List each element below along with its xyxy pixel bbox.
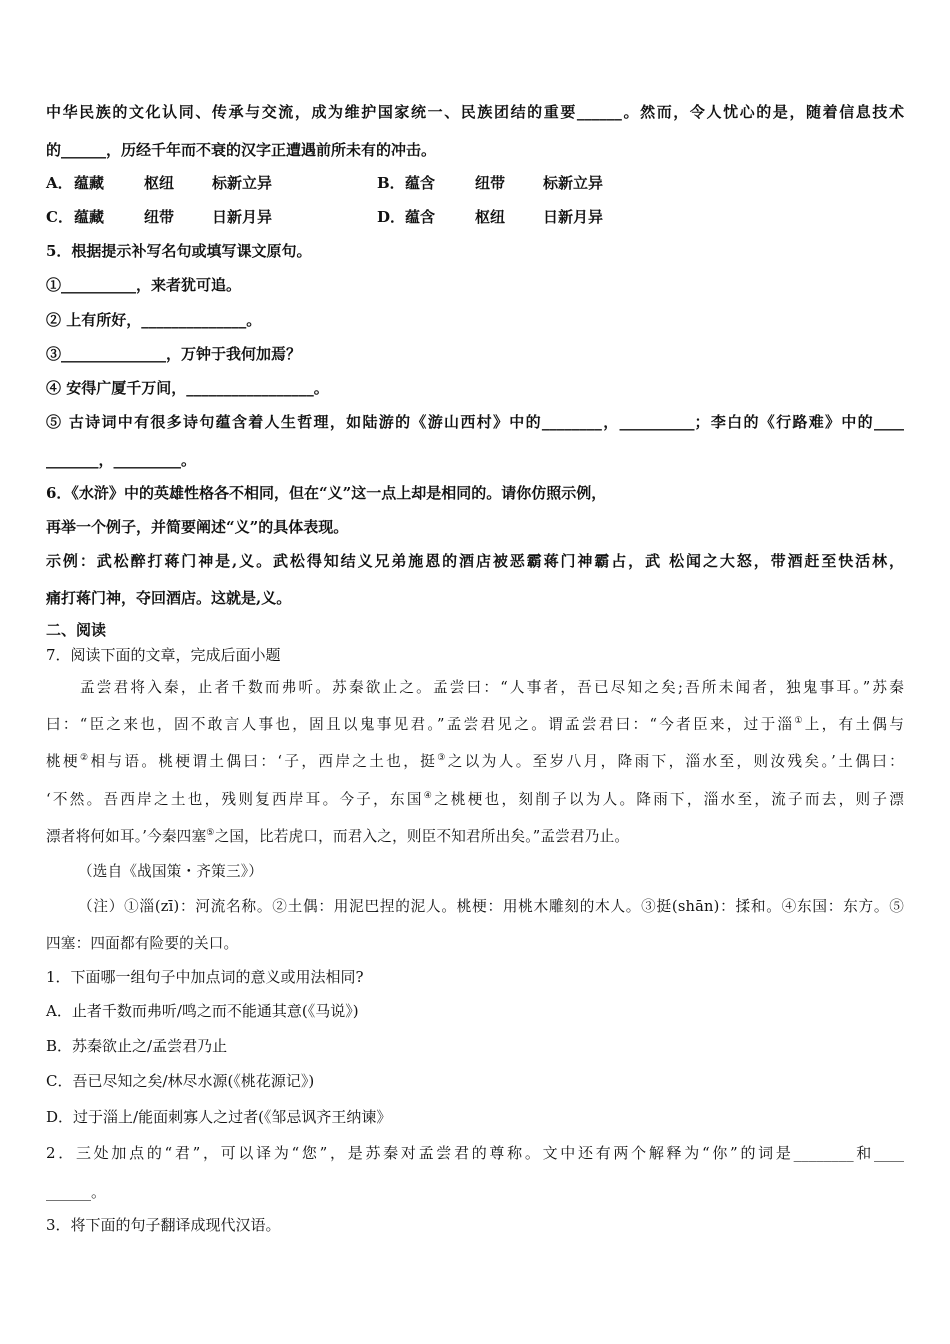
- passage-note-line-1: （注）①淄(zī)：河流名称。②土偶：用泥巴捏的泥人。桃梗：用桃木雕刻的木人。③挺(shān)：揉和。④东国：东方。⑤: [78, 898, 904, 915]
- subq1-option-b[interactable]: B．苏秦欲止之/孟尝君乃止: [46, 1037, 228, 1055]
- passage-note-line-2: 四塞：四面都有险要的关口。: [46, 935, 239, 952]
- subq3-title: 3．将下面的句子翻译成现代汉语。: [46, 1216, 281, 1234]
- subq1-option-a[interactable]: A．止者千数而弗听/鸣之而不能通其意(《马说》): [46, 1002, 359, 1020]
- q5-title: 5．根据提示补写名句或填写课文原句。: [46, 242, 312, 260]
- q4-stem-line-1: 中华民族的文化认同、传承与交流，成为维护国家统一、民族团结的重要______。然而，令人忧心的是，随着信息技术: [46, 103, 904, 121]
- q4-option-b[interactable]: B．蕴含 纽带 标新立异: [377, 174, 604, 192]
- passage-line-3: 桃梗②相与语。桃梗谓土偶曰：‘子，西岸之土也，挺③之以为人。至岁八月，降雨下，淄水至，则汝残矣。’土偶曰：: [46, 753, 904, 770]
- q4-option-a[interactable]: A．蕴藏 枢纽 标新立异: [46, 174, 273, 192]
- q5-item-1: ①__________，来者犹可追。: [46, 276, 242, 294]
- passage-line-5: 漂者将何如耳。’今秦四塞⑤之国，比若虎口，而君入之，则臣不知君所出矣。”孟尝君乃止。: [46, 828, 630, 845]
- subq2-line-1: 2．三处加点的“君”，可以译为“您”，是苏秦对孟尝君的尊称。文中还有两个解释为“你”的词是________和____: [46, 1144, 904, 1162]
- subq1-title: 1．下面哪一组句子中加点词的意义或用法相同?: [46, 968, 364, 986]
- q6-line-1: 6．《水浒》中的英雄性格各不相同，但在“义”这一点上却是相同的。请你仿照示例，: [46, 484, 607, 502]
- q6-example-line-2: 痛打蒋门神，夺回酒店。这就是,义。: [46, 589, 292, 607]
- q5-item-4: ④ 安得广厦千万间，_________________。: [46, 379, 329, 397]
- q7-title: 7．阅读下面的文章，完成后面小题: [46, 646, 281, 664]
- subq2-line-2: ______。: [46, 1183, 107, 1201]
- section-heading-reading: 二、阅读: [46, 621, 107, 639]
- q4-stem-line-2: 的______，历经千年而不衰的汉字正遭遇前所未有的冲击。: [46, 141, 437, 159]
- passage-line-2: 曰：“臣之来也，固不敢言人事也，固且以鬼事见君。”孟尝君见之。谓孟尝君曰：“今者臣来，过于淄①上，有土偶与: [46, 716, 904, 733]
- q4-option-d[interactable]: D．蕴含 枢纽 日新月异: [377, 208, 604, 226]
- subq1-option-c[interactable]: C．吾已尽知之矣/林尽水源(《桃花源记》): [46, 1072, 315, 1090]
- q6-line-2: 再举一个例子，并简要阐述“义”的具体表现。: [46, 518, 349, 536]
- passage-line-4: ‘不然。吾西岸之土也，残则复西岸耳。今子，东国④之桃梗也，刻削子以为人。降雨下，淄水至，流子而去，则子漂: [46, 791, 904, 808]
- subq1-option-d[interactable]: D．过于淄上/能面刺寡人之过者(《邹忌讽齐王纳谏》: [46, 1108, 392, 1126]
- passage-source: （选自《战国策・齐策三》）: [78, 863, 264, 880]
- passage-line-1: 孟尝君将入秦，止者千数而弗听。苏秦欲止之。孟尝曰：“人事者，吾已尽知之矣;吾所未闻者，独鬼事耳。”苏秦: [80, 679, 904, 696]
- q6-example-line-1: 示例：武松醉打蒋门神是,义。武松得知结义兄弟施恩的酒店被恶霸蒋门神霸占，武 松闻之大怒，带酒赶至快活林，: [46, 552, 904, 570]
- q4-option-c[interactable]: C．蕴藏 纽带 日新月异: [46, 208, 273, 226]
- q5-item-5-continued: _______，_________。: [46, 451, 197, 469]
- q5-item-5: ⑤ 古诗词中有很多诗句蕴含着人生哲理，如陆游的《游山西村》中的________，__________；李白的《行路难》中的____: [46, 413, 904, 431]
- q5-item-2: ② 上有所好，______________。: [46, 311, 262, 329]
- q5-item-3: ③______________，万钟于我何加焉？: [46, 345, 302, 363]
